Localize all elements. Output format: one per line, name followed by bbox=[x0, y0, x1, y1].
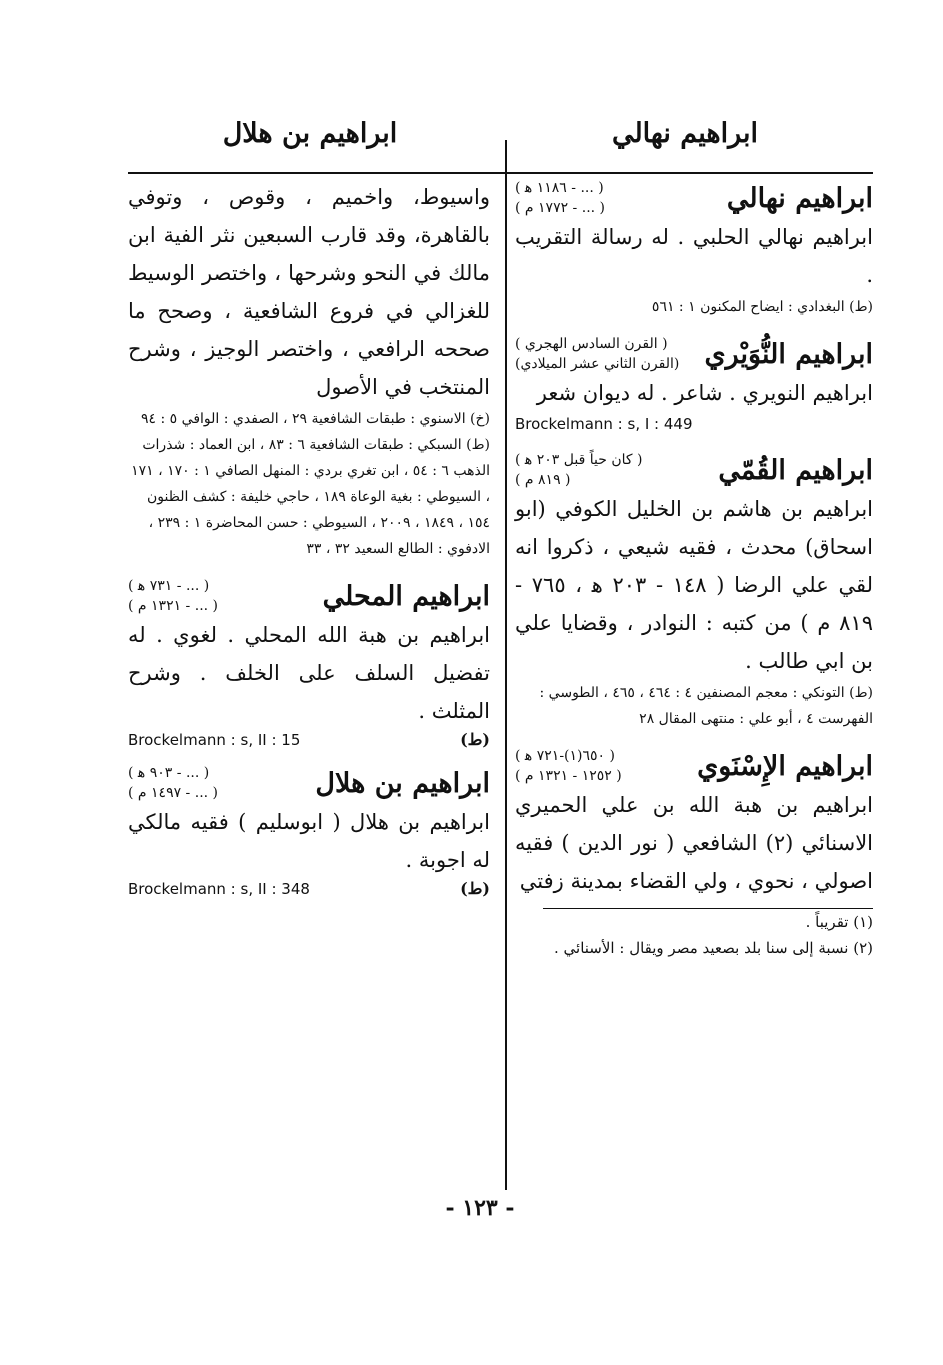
footnote-1: (١) تقريباً . bbox=[805, 913, 873, 931]
entry-ibrahim-ibn-hilal bbox=[128, 763, 490, 898]
entry-source: (ط) التونكي : معجم المصنفين ٤ : ٤٦٤ ، ٤٦٥ ، الطوسي : الفهرست ٤ ، أبو علي : منتهى المقال ٢٨ bbox=[539, 685, 873, 727]
entry-ibrahim-nuwayri bbox=[515, 334, 873, 436]
entry-body: ابراهيم النويري . شاعر . له ديوان شعر bbox=[536, 381, 873, 405]
entry-name: ابراهيم نهالي bbox=[726, 182, 873, 214]
footnote-2: (٢) نسبة إلى سنا بلد بصعيد مصر ويقال : الأسنائي . bbox=[554, 939, 873, 957]
entry-continuation bbox=[128, 178, 490, 562]
entry-body: ابراهيم بن هبة الله المحلي . لغوي . له تفضيل السلف على الخلف . وشرح المثلث . bbox=[128, 623, 490, 723]
header-rule bbox=[128, 172, 873, 174]
entry-ibrahim-qummi bbox=[515, 450, 873, 732]
column-divider bbox=[505, 140, 507, 1190]
entry-latin-source: Brockelmann : s, II : 348 (ط) bbox=[128, 879, 490, 898]
entry-dates: ( القرن السادس الهجري ) (القرن الثاني عشر الميلادي) bbox=[515, 336, 680, 372]
entry-name: ابراهيم الإِسْنَوي bbox=[697, 750, 873, 782]
entry-source: (ط) السبكي : طبقات الشافعية ٦ : ٨٣ ، ابن العماد : شذرات الذهب ٦ : ٥٤ ، ابن تغري بردي : المنهل الصافي ١ : ١٧٠ ، ١٧١ ، السيوطي : بغية الوعاة ١٨٩ ، حاجي خليفة : كشف الظنون ١٥٤ ، ١٨٤٩ ، ٢٠٠٩ ، السيوطي : حسن المحاضرة ١ : ٢٣٩ ، الادفوي : الطالع السعيد ٣٢ ، ٣٣ bbox=[131, 437, 490, 557]
entry-dates: ( ... - ٩٠٣ ﻫ ) ( ... - ١٤٩٧ م ) bbox=[128, 765, 219, 801]
left-column bbox=[128, 178, 490, 898]
entry-source: (خ) الاسنوي : طبقات الشافعية ٢٩ ، الصفدي : الوافي ٥ : ٩٤ bbox=[141, 411, 490, 427]
entry-dates: ( ٦٥٠(١)-٧٢١ ﻫ ) ( ١٢٥٢ - ١٣٢١ م ) bbox=[515, 748, 622, 784]
entry-source: (ط) البغدادي : ايضاح المكنون ١ : ٥٦١ bbox=[651, 299, 873, 315]
entry-name: ابراهيم القُمّي bbox=[718, 454, 873, 486]
entry-body: ابراهيم بن هاشم بن الخليل الكوفي (ابو اسحاق) محدث ، فقيه شيعي ، ذكروا انه لقي علي الرضا ( ١٤٨ - ٢٠٣ ﻫ ، ٧٦٥ - ٨١٩ م ) من كتبه : النوادر ، وقضايا علي بن ابي طالب . bbox=[515, 497, 873, 673]
entry-ibrahim-isnawi bbox=[515, 746, 873, 900]
entry-latin-source: Brockelmann : s, I : 449 bbox=[515, 415, 693, 433]
entry-body: ابراهيم بن هبة الله بن علي الحميري الاسنائي (٢) الشافعي ( نور الدين ) فقيه اصولي ، نحوي ، ولي القضاء بمدينة زفتي bbox=[515, 793, 873, 893]
entry-body: ابراهيم نهالي الحلبي . له رسالة التقريب . bbox=[515, 225, 873, 287]
entry-ibrahim-mahalli bbox=[128, 576, 490, 749]
entry-ibrahim-nihali bbox=[515, 178, 873, 320]
entry-body: ابراهيم بن هلال ( ابوسليم ) فقيه مالكي له اجوبة . bbox=[128, 810, 490, 872]
entry-body: واسيوط، واخميم ، وقوص ، وتوفي بالقاهرة، وقد قارب السبعين نثر الفية ابن مالك في النحو وشرحها ، واختصر الوسيط للغزالي في فروع الشافعية ، وصحح ما صححه الرافعي ، واختصر الوجيز ، وشرح المنتخب في الأصول bbox=[128, 185, 490, 399]
entry-name: ابراهيم المحلي bbox=[322, 580, 490, 612]
right-column bbox=[515, 178, 873, 961]
page-number: - ١٢٣ - bbox=[445, 1195, 515, 1221]
entry-dates: ( ... - ١١٨٦ ﻫ ) ( ... - ١٧٧٢ م ) bbox=[515, 180, 606, 216]
entry-dates: ( كان حياً قبل ٢٠٣ ﻫ ) ( ٨١٩ م ) bbox=[515, 452, 643, 488]
entry-dates: ( ... - ٧٣١ ﻫ ) ( ... - ١٣٢١ م ) bbox=[128, 578, 219, 614]
entry-latin-source: Brockelmann : s, II : 15 (ط) bbox=[128, 730, 490, 749]
running-header-left: ابراهيم بن هلال bbox=[222, 118, 398, 149]
running-header-right: ابراهيم نهالي bbox=[611, 118, 759, 149]
entry-name: ابراهيم بن هلال bbox=[315, 767, 490, 799]
entry-name: ابراهيم النُّوَيْري bbox=[704, 338, 873, 370]
